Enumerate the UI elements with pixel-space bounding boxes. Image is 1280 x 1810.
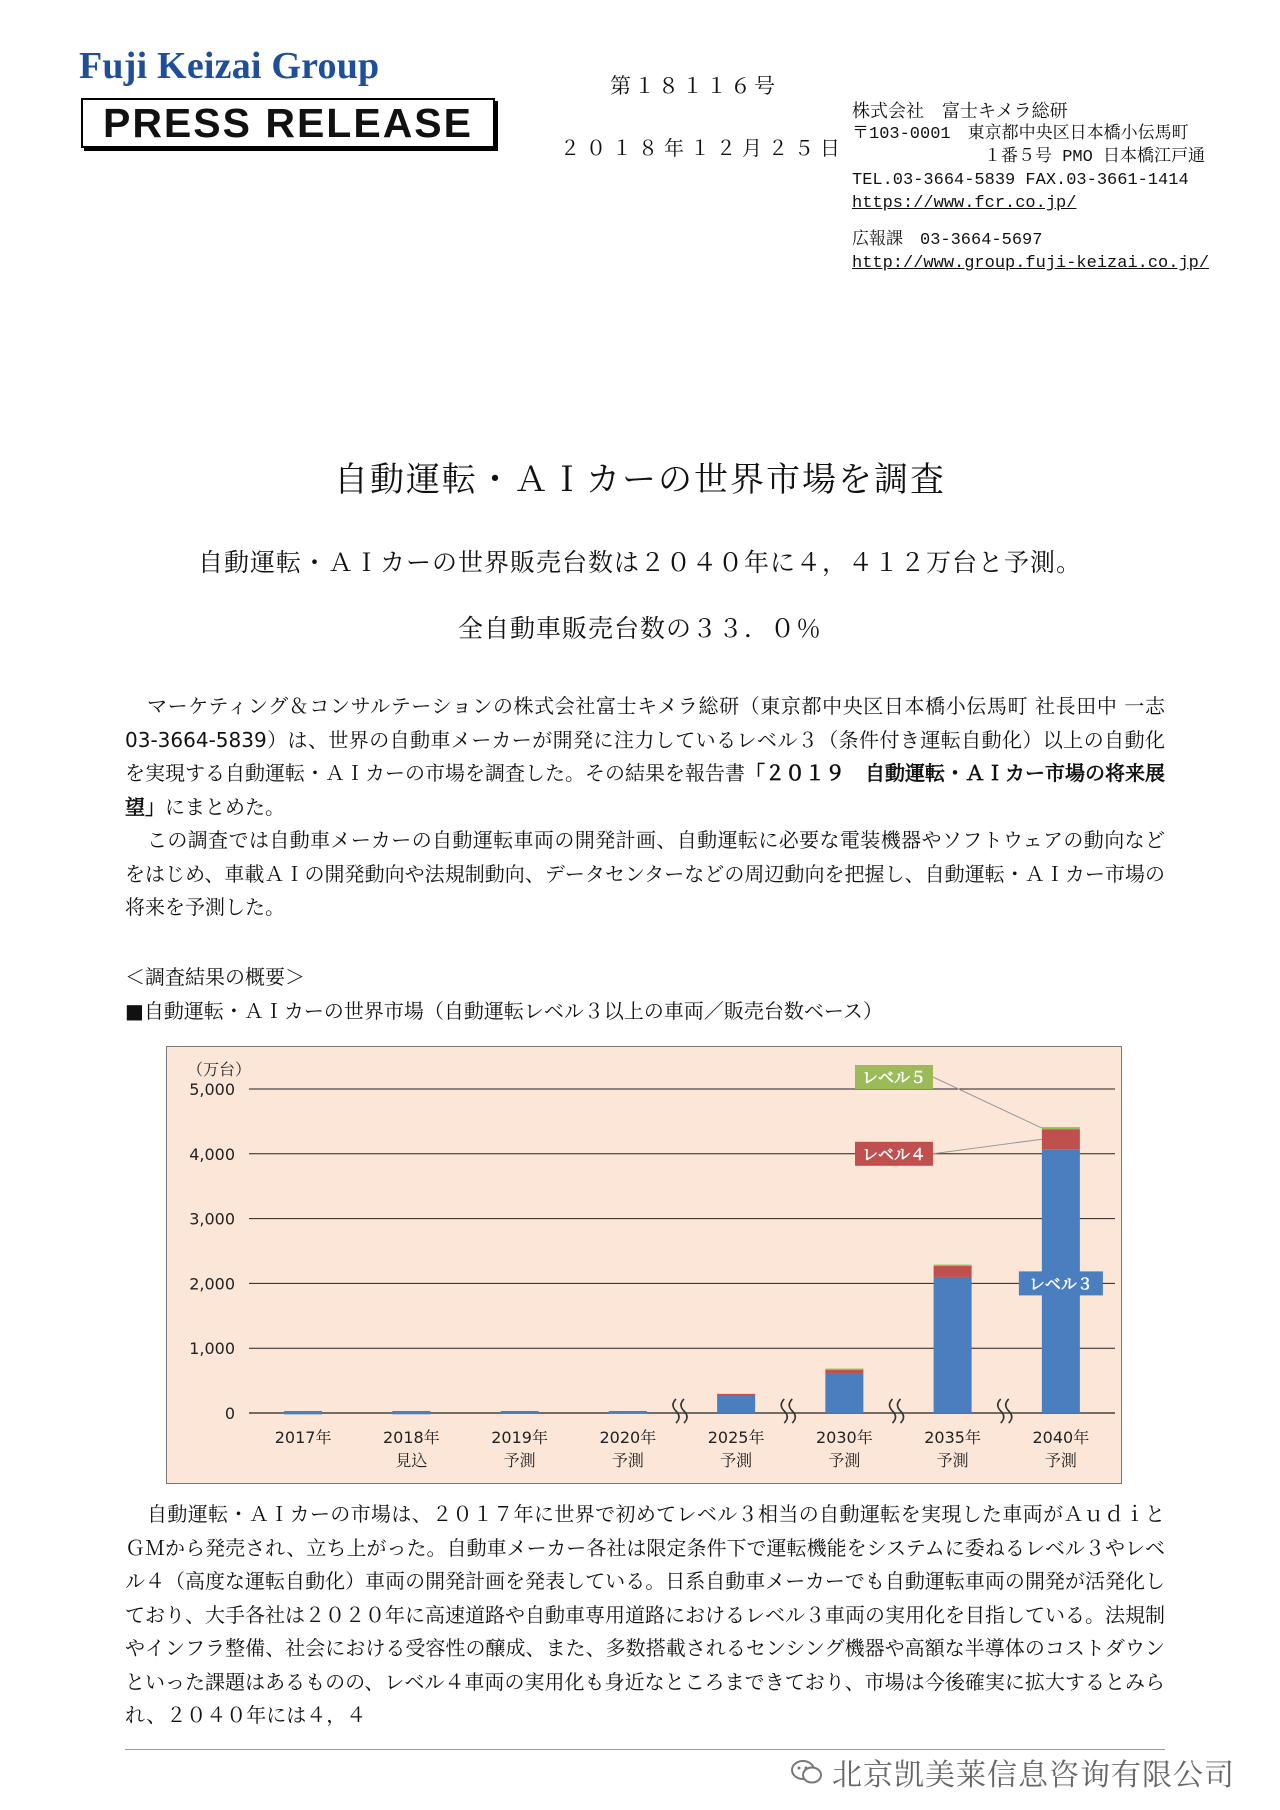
website-link-fcr[interactable]: https://www.fcr.co.jp/ — [852, 194, 1077, 213]
intro-paragraph-2: この調査では自動車メーカーの自動運転車両の開発計画、自動運転に必要な電装機器やソフトウェアの動向などをはじめ、車載ＡＩの開発動向や法規制動向、データセンターなどの周辺動向を把握し、自動運転・ＡＩカー市場の将来を予測した。 — [125, 828, 1165, 919]
x-tick-label: 2018年 — [383, 1428, 440, 1447]
intro-paragraph-1 — [125, 690, 1165, 824]
y-tick-label: 4,000 — [189, 1144, 235, 1164]
series-label: レベル５ — [861, 1068, 927, 1087]
x-tick-sublabel: 予測 — [503, 1451, 536, 1470]
bar-segment — [934, 1265, 972, 1267]
x-tick-label: 2019年 — [491, 1428, 548, 1447]
intro-text-c: にまとめた。 — [165, 794, 285, 819]
bar-segment — [392, 1413, 430, 1415]
bar-segment — [392, 1411, 430, 1413]
bar-segment — [284, 1411, 322, 1413]
pr-department: 広報課 03-3664-5697 — [852, 231, 1043, 250]
chart-container — [166, 1046, 1122, 1484]
release-date: ２０１８年１２月２５日 — [560, 136, 846, 160]
y-tick-label: 2,000 — [189, 1274, 235, 1294]
wechat-icon — [790, 1758, 824, 1786]
y-tick-label: 5,000 — [189, 1080, 235, 1099]
y-tick-label: 0 — [224, 1404, 235, 1423]
bar-segment — [1042, 1127, 1080, 1129]
x-tick-sublabel: 見込 — [395, 1451, 428, 1470]
x-tick-sublabel: 予測 — [720, 1451, 753, 1470]
bar-segment — [1042, 1129, 1080, 1149]
body-text: 自動運転・ＡＩカーの市場は、２０１７年に世界で初めてレベル３相当の自動運転を実現した車両がＡｕｄｉとＧＭから発売され、立ち上がった。自動車メーカー各社は限定条件下で運転機能をシステムに委ねるレベル３やレベル４（高度な運転自動化）車両の開発計画を発表している。日系自動車メーカーでも自動運転車両の開発が活発化しており、大手各社は２０２０年に高速道路や自動車専用道路におけるレベル３車両の実用化を目指している。法規制やインフラ整備、社会における受容性の醸成、また、多数搭載されるセンシング機器や高額な半導体のコストダウンといった課題はあるものの、レベル４車両の実用化も身近なところまできており、市場は今後確実に拡大するとみられ、２０４０年には４，４ — [125, 1502, 1165, 1727]
subtitle-share: 全自動車販売台数の３３．０％ — [457, 614, 822, 643]
x-tick-label: 2035年 — [924, 1428, 981, 1447]
company-name: 株式会社 富士キメラ総研 — [852, 101, 1068, 122]
website-link-group[interactable]: http://www.group.fuji-keizai.co.jp/ — [852, 254, 1210, 273]
address-line-1: 〒103-0001 東京都中央区日本橋小伝馬町 — [852, 125, 1189, 144]
x-tick-sublabel: 予測 — [611, 1451, 644, 1470]
bar-chart — [167, 1047, 1121, 1483]
page-title: 自動運転・ＡＩカーの世界市場を調査 — [334, 460, 946, 500]
axis-break-mark — [673, 1399, 687, 1423]
document-number: 第１８１１６号 — [610, 74, 778, 98]
x-tick-sublabel: 予測 — [828, 1451, 861, 1470]
series-label: レベル４ — [861, 1144, 927, 1164]
bar-segment — [284, 1413, 322, 1415]
watermark-text: 北京凯美莱信息咨询有限公司 — [832, 1758, 1235, 1793]
x-tick-label: 2025年 — [707, 1428, 765, 1447]
intro-text-a: マーケティング＆コンサルテーションの株式会社富士キメラ総研（東京都中央区日本橋小伝馬町 社長田中 一志 03-3664-5839）は、世界の自動車メーカーが開発に注力しているレベル３（条件付き運転自動化）以上の自動化を実現する自動運転・ＡＩカーの市場を調査した。その結果を報告書 — [125, 694, 1165, 785]
y-tick-label: 1,000 — [189, 1339, 235, 1359]
axis-break-mark — [781, 1399, 795, 1423]
bar-segment — [717, 1395, 755, 1413]
axis-break-mark — [890, 1399, 904, 1423]
series-label: レベル３ — [1028, 1274, 1093, 1294]
bar-segment — [825, 1369, 863, 1371]
bar-segment — [501, 1411, 539, 1413]
leader-line — [933, 1077, 1042, 1128]
bar-segment — [934, 1266, 972, 1277]
x-tick-sublabel: 予測 — [936, 1451, 969, 1470]
subtitle-forecast: 自動運転・ＡＩカーの世界販売台数は２０４０年に４，４１２万台と予測。 — [197, 548, 1082, 577]
x-tick-label: 2020年 — [599, 1428, 657, 1447]
press-release-banner: PRESS RELEASE — [81, 98, 495, 148]
section-heading: ＜調査結果の概要＞ — [125, 965, 305, 989]
bar-segment — [825, 1373, 863, 1413]
company-logo: Fuji Keizai Group — [79, 45, 380, 87]
body-paragraph — [125, 1498, 1165, 1733]
x-tick-label: 2017年 — [274, 1428, 332, 1447]
x-tick-label: 2030年 — [816, 1428, 873, 1447]
chart-caption: ■自動運転・ＡＩカーの世界市場（自動運転レベル３以上の車両／販売台数ベース） — [125, 999, 883, 1023]
bar-segment — [934, 1277, 972, 1413]
axis-break-mark — [998, 1399, 1012, 1423]
leader-line — [933, 1139, 1042, 1154]
address-line-2: １番５号 PMO 日本橋江戸通 — [984, 148, 1206, 167]
bar-segment — [717, 1394, 755, 1396]
contact-block — [852, 100, 1209, 275]
bar-segment — [609, 1411, 647, 1413]
intro-paragraphs — [125, 690, 1165, 925]
tel-fax: TEL.03-3664-5839 FAX.03-3661-1414 — [852, 171, 1189, 190]
y-axis-unit: （万台） — [187, 1060, 252, 1079]
x-tick-label: 2040年 — [1032, 1428, 1090, 1447]
y-tick-label: 3,000 — [189, 1209, 235, 1229]
report-title: 「２０１９ 自動運転・ＡＩカー市場の将来展望」 — [125, 761, 1165, 819]
x-tick-sublabel: 予測 — [1044, 1451, 1077, 1470]
watermark — [790, 1750, 1235, 1794]
